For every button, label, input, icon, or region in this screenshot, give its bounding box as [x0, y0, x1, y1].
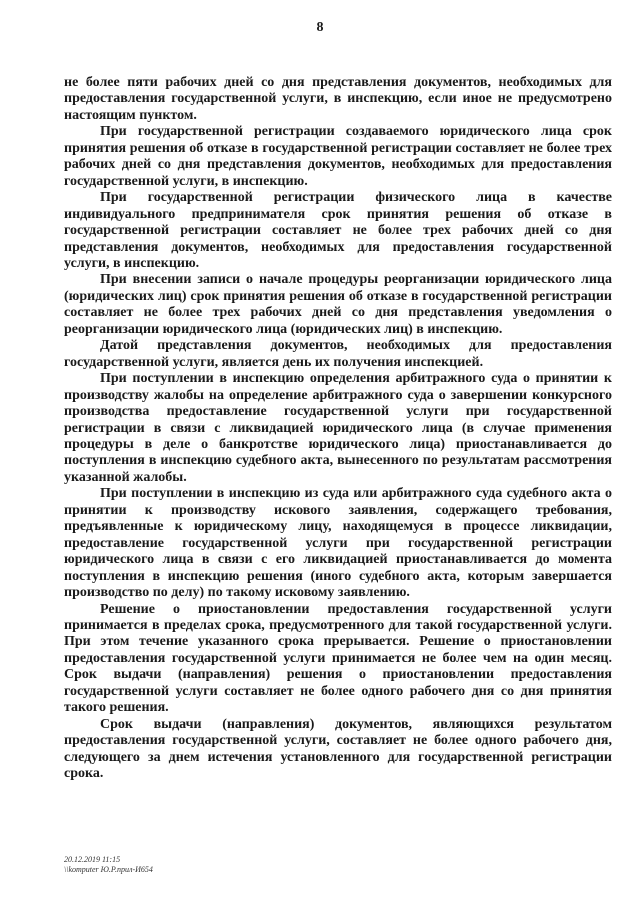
paragraph: не более пяти рабочих дней со дня представления документов, необходимых для предоставления государственной услуги, в инспекцию, если иное не предусмотрено настоящим пунктом.	[64, 75, 612, 123]
document-body	[64, 75, 612, 782]
paragraph: При государственной регистрации физического лица в качестве индивидуального предпринимателя срок принятия решения об отказе в государственной регистрации составляет не более трех рабочих дней со дня представления документов, необходимых для предоставления государственной услуги, в инспекцию.	[64, 190, 612, 271]
paragraph: При государственной регистрации создаваемого юридического лица срок принятия решения об отказе в государственной регистрации составляет не более трех рабочих дней со дня представления документов, необходимых для предоставления государственной услуги, в инспекцию.	[64, 124, 612, 189]
paragraph: Датой представления документов, необходимых для предоставления государственной услуги, является день их получения инспекцией.	[64, 338, 612, 370]
paragraph: Решение о приостановлении предоставления государственной услуги принимается в пределах срока, предусмотренного для такой государственной услуги. При этом течение указанного срока прерывается. Решение о приостановлении предоставления государственной услуги принимается не более чем на один месяц. Срок выдачи (направления) решения о приостановлении предоставления государственной услуги составляет не более одного рабочего дня со дня принятия такого решения.	[64, 601, 612, 716]
footer-note	[64, 855, 153, 875]
footer-file-path: \\komputer Ю.Р.прил-И654	[64, 865, 153, 874]
paragraph: При поступлении в инспекцию из суда или арбитражного суда судебного акта о принятии к производству искового заявления, содержащего требования, предъявленные к юридическому лицу, находящемуся в процессе ликвидации, предоставление государственной услуги при государственной регистрации юридического лица в связи с его ликвидацией приостанавливается до момента поступления в инспекцию решения (иного судебного акта, которым завершается производство по делу) по такому исковому заявлению.	[64, 486, 612, 601]
page-number: 8	[316, 20, 324, 35]
paragraph: При внесении записи о начале процедуры реорганизации юридического лица (юридических лиц) срок принятия решения об отказе в государственной регистрации составляет не более трех рабочих дней со дня представления уведомления о реорганизации юридического лица (юридических лиц) в инспекцию.	[64, 272, 612, 337]
footer-date: 20.12.2019 11:15	[64, 855, 121, 864]
paragraph: При поступлении в инспекцию определения арбитражного суда о принятии к производству жалобы на определение арбитражного суда о завершении конкурсного производства предоставление государственной услуги при государственной регистрации в связи с ликвидацией юридического лица (в случае применения процедуры в деле о банкротстве юридического лица) приостанавливается до поступления в инспекцию судебного акта, вынесенного по результатам рассмотрения указанной жалобы.	[64, 371, 612, 485]
paragraph: Срок выдачи (направления) документов, являющихся результатом предоставления государственной услуги, составляет не более одного рабочего дня, следующего за днем истечения установленного для государственной регистрации срока.	[64, 716, 612, 782]
